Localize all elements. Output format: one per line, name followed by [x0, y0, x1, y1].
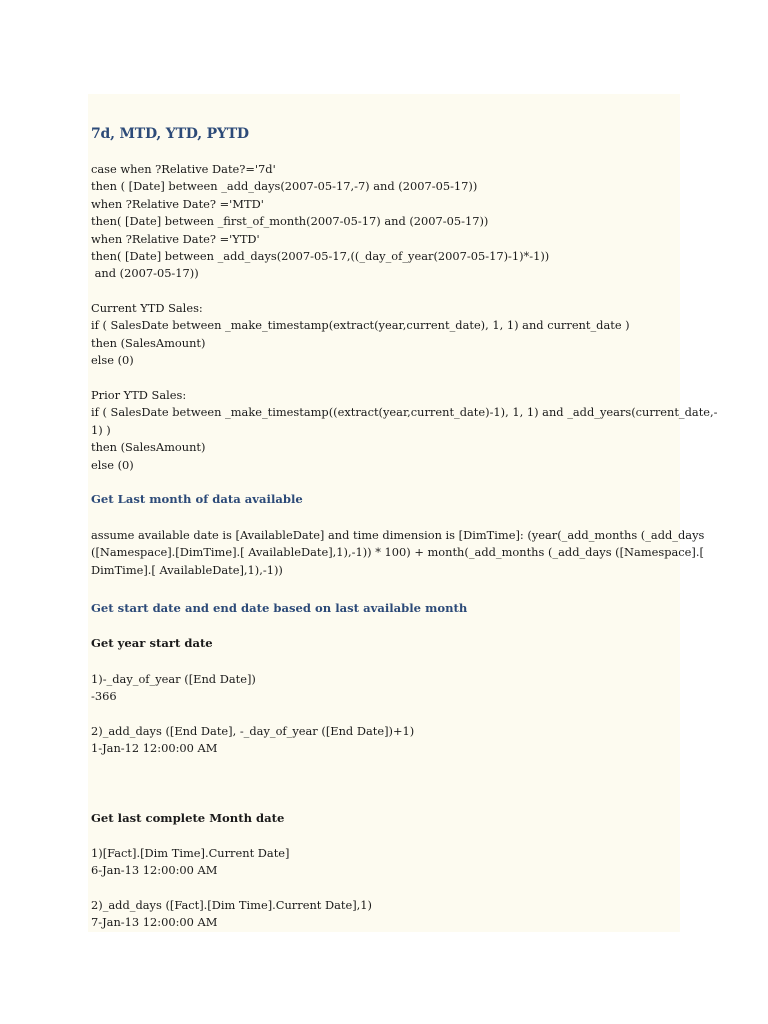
subheading-last-complete-month: Get last complete Month date [91, 811, 285, 825]
code-line: Prior YTD Sales: [91, 388, 187, 402]
assume-paragraph [91, 527, 705, 579]
result-value: 1-Jan-12 12:00:00 AM [91, 741, 218, 756]
code-line: then ( [Date] between _add_days(2007-05-17,-7) and (2007-05-17)) [91, 179, 478, 194]
code-line: then( [Date] between _first_of_month(2007-05-17) and (2007-05-17)) [91, 214, 489, 229]
year-start-step-1 [91, 671, 677, 706]
code-line: Current YTD Sales: [91, 301, 203, 315]
code-line: 1)-_day_of_year ([End Date]) [91, 672, 256, 686]
result-value: 7-Jan-13 12:00:00 AM [91, 915, 218, 930]
code-line: when ?Relative Date? ='MTD' [91, 196, 264, 211]
code-line: then (SalesAmount) [91, 440, 206, 455]
code-line: and (2007-05-17)) [91, 266, 199, 281]
code-line: when ?Relative Date? ='YTD' [91, 231, 260, 246]
paragraph-line: DimTime].[ AvailableDate],1),-1)) [91, 562, 283, 577]
last-complete-step-2 [91, 897, 677, 932]
code-line: else (0) [91, 457, 134, 472]
paragraph-line: assume available date is [AvailableDate] and time dimension is [DimTime]: (year(_add_months (_add_days [91, 528, 705, 542]
heading-last-month: Get Last month of data available [91, 492, 303, 506]
code-line: then( [Date] between _add_days(2007-05-17,((_day_of_year(2007-05-17)-1)*-1)) [91, 249, 550, 264]
last-complete-step-1 [91, 845, 677, 880]
page-title: 7d, MTD, YTD, PYTD [91, 126, 249, 142]
year-start-step-2 [91, 723, 677, 758]
code-line: 2)_add_days ([Fact].[Dim Time].Current Date],1) [91, 898, 372, 912]
current-ytd-code [91, 300, 677, 370]
prior-ytd-code [91, 387, 718, 474]
code-line: 2)_add_days ([End Date], -_day_of_year ([End Date])+1) [91, 724, 415, 738]
code-line: if ( SalesDate between _make_timestamp(extract(year,current_date), 1, 1) and current_date ) [91, 318, 630, 333]
code-line: if ( SalesDate between _make_timestamp((extract(year,current_date)-1), 1, 1) and _add_years(current_date,- [91, 405, 718, 420]
document-page [88, 94, 718, 932]
heading-start-end-date: Get start date and end date based on last available month [91, 601, 468, 615]
code-line: else (0) [91, 353, 134, 368]
code-line: case when ?Relative Date?='7d' [91, 162, 276, 176]
paragraph-line: ([Namespace].[DimTime].[ AvailableDate],1),-1)) * 100) + month(_add_months (_add_days ([Namespace].[ [91, 545, 704, 560]
code-line: 1)[Fact].[Dim Time].Current Date] [91, 846, 290, 860]
subheading-year-start: Get year start date [91, 636, 213, 650]
result-value: 6-Jan-13 12:00:00 AM [91, 863, 218, 878]
result-value: -366 [91, 689, 117, 704]
code-line: then (SalesAmount) [91, 335, 206, 350]
relative-date-code [91, 161, 677, 283]
code-line: 1) ) [91, 422, 111, 437]
